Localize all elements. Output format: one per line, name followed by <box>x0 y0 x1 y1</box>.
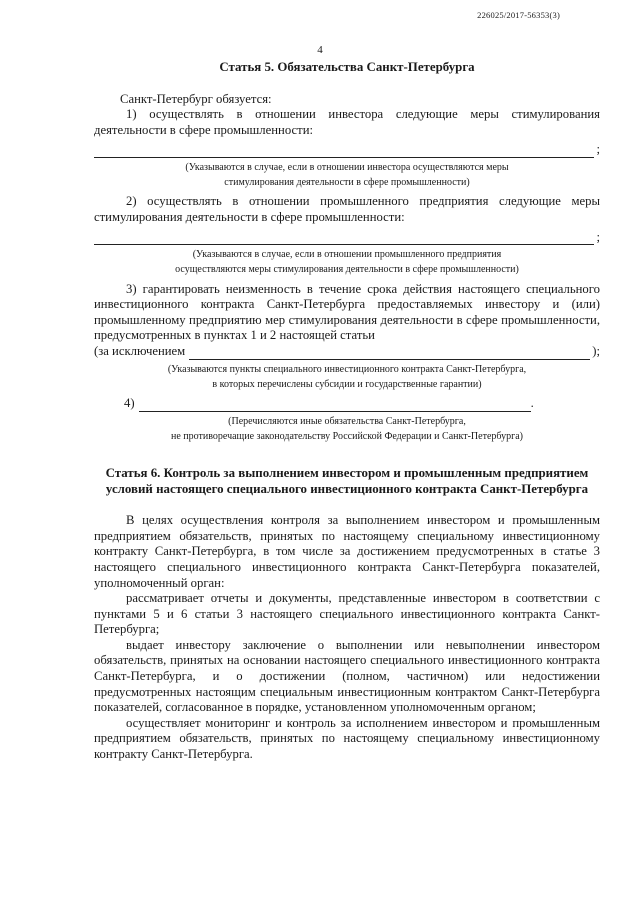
note-line: в которых перечислены субсидии и государственные гарантии) <box>212 378 482 390</box>
article-6-paragraph-3: выдает инвестору заключение о выполнении или невыполнении инвестором обязательств, принятых на основании настоящего специального инвестиционного контракта Санкт-Петербурга, и о достижении (полном, частичном) или недостижении предусмотренных настоящим специальным инвестиционным контрактом Санкт-Петербурга показателей, согласованное в порядке, установленном уполномоченным органом; <box>94 637 600 715</box>
blank-line <box>189 347 590 360</box>
article-6-paragraph-4: осуществляет мониторинг и контроль за исполнением инвестором и промышленным предприятием обязательств, принятых по настоящему специальному инвестиционному контракту Санкт-Петербурга. <box>94 715 600 762</box>
blank-punctuation: ; <box>596 142 600 157</box>
article-5-item-4 <box>94 396 600 412</box>
note-line: (Перечисляются иные обязательства Санкт-Петербурга, <box>228 415 466 427</box>
blank-punctuation: . <box>530 395 534 410</box>
blank-line <box>94 145 594 158</box>
page-number: 4 <box>317 44 323 56</box>
note-2 <box>94 247 600 277</box>
note-line: (Указываются пункты специального инвестиционного контракта Санкт-Петербурга, <box>167 363 527 375</box>
note-1 <box>94 160 600 190</box>
article-5-intro: Санкт-Петербург обязуется: <box>120 91 272 106</box>
note-line: осуществляются меры стимулирования деятельности в сфере промышленности) <box>175 264 519 276</box>
article-5-item-1: 1) осуществлять в отношении инвестора следующие меры стимулирования деятельности в сфере промышленности: <box>94 107 600 137</box>
blank-punctuation: ; <box>596 229 600 244</box>
blank-punctuation: ); <box>592 343 600 358</box>
blank-line <box>139 399 531 412</box>
document-number: 226025/2017-56353(3) <box>477 10 560 20</box>
note-line: (Указываются в случае, если в отношении промышленного предприятия <box>192 249 502 261</box>
note-4 <box>94 414 600 444</box>
note-line: (Указываются в случае, если в отношении инвестора осуществляются меры <box>185 161 509 173</box>
fill-in-blank-1 <box>94 142 600 158</box>
article-5-item-2: 2) осуществлять в отношении промышленного предприятия следующие меры стимулирования деятельности в сфере промышленности: <box>94 194 600 224</box>
article-6-paragraph-2: рассматривает отчеты и документы, представленные инвестором в соответствии с пунктами 5 и 6 статьи 3 настоящего специального инвестиционного контракта Санкт-Петербурга; <box>94 591 600 637</box>
article-5-title: Статья 5. Обязательства Санкт-Петербурга <box>219 60 475 74</box>
article-6-paragraph-1: В целях осуществления контроля за выполнением инвестором и промышленным предприятием обязательств, принятых по настоящему специальному инвестиционному контракту Санкт-Петербурга, в том числе за достижением предусмотренных в статье 3 настоящего специального инвестиционного контракта Санкт-Петербурга показателей, уполномоченный орган: <box>94 513 600 590</box>
blank-line <box>94 232 594 245</box>
blank-prefix: (за исключением <box>94 343 186 358</box>
note-line: не противоречащие законодательству Российской Федерации и Санкт-Петербурга) <box>171 430 523 442</box>
fill-in-blank-3 <box>94 344 600 360</box>
document-body <box>94 56 600 763</box>
note-line: стимулирования деятельности в сфере промышленности) <box>224 177 470 189</box>
item-number: 4) <box>124 395 135 410</box>
fill-in-blank-2 <box>94 230 600 246</box>
note-3 <box>94 362 600 392</box>
article-5-item-3: 3) гарантировать неизменность в течение срока действия настоящего специального инвестиционного контракта Санкт-Петербурга предоставляемых инвестору и (или) промышленному предприятию мер стимулирования деятельности в сфере промышленности, предусмотренных в пунктах 1 и 2 настоящей статьи <box>94 281 600 343</box>
article-6-title: Статья 6. Контроль за выполнением инвестором и промышленным предприятием условий настоящего специального инвестиционного контракта Санкт-Петербурга <box>105 465 589 496</box>
